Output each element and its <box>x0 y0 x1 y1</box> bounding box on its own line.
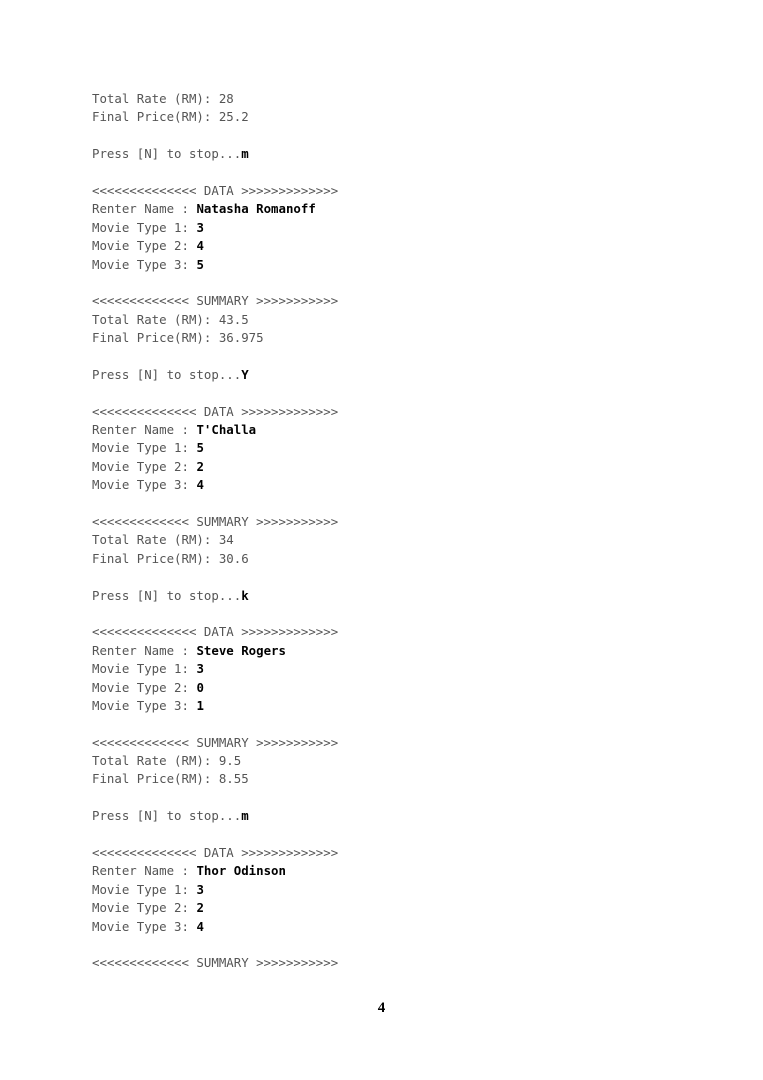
data-header: <<<<<<<<<<<<<< DATA >>>>>>>>>>>>> <box>92 182 339 198</box>
total-rate-label: Total Rate (RM): <box>92 311 219 327</box>
stop-prompt-label: Press [N] to stop... <box>92 146 242 162</box>
total-rate-line <box>92 531 338 549</box>
movie-type-3-label: Movie Type 3: <box>92 256 197 272</box>
final-price-value: 25.2 <box>218 109 249 125</box>
stop-prompt-line <box>92 366 338 384</box>
summary-header: <<<<<<<<<<<<< SUMMARY >>>>>>>>>>> <box>92 955 339 971</box>
renter-name-label: Renter Name : <box>92 642 197 658</box>
final-price-label: Final Price(RM): <box>92 550 219 566</box>
movie-type-1-value: 3 <box>196 881 204 897</box>
stop-prompt-line <box>92 807 338 825</box>
final-price-line <box>92 770 338 788</box>
renter-name-line <box>92 642 338 660</box>
total-rate-value: 43.5 <box>218 311 249 327</box>
movie-type-2-value: 4 <box>196 238 204 254</box>
final-price-label: Final Price(RM): <box>92 330 219 346</box>
movie-type-2-line <box>92 237 338 255</box>
movie-type-3-line <box>92 476 338 494</box>
renter-name-value: Natasha Romanoff <box>196 201 316 217</box>
renter-name-value: Thor Odinson <box>196 863 286 879</box>
stop-prompt-input: k <box>241 587 249 603</box>
blank-line <box>92 568 338 586</box>
movie-type-3-value: 4 <box>196 477 204 493</box>
final-price-label: Final Price(RM): <box>92 771 219 787</box>
renter-name-value: T'Challa <box>196 422 257 438</box>
movie-type-2-value: 2 <box>196 900 204 916</box>
blank-line <box>92 164 338 182</box>
total-rate-value: 34 <box>218 532 234 548</box>
movie-type-2-value: 0 <box>196 679 204 695</box>
stop-prompt-line <box>92 587 338 605</box>
total-rate-value: 28 <box>218 91 234 106</box>
blank-line <box>92 826 338 844</box>
movie-type-1-line <box>92 881 338 899</box>
total-rate-line <box>92 752 338 770</box>
stop-prompt-line <box>92 145 338 163</box>
blank-line <box>92 715 338 733</box>
movie-type-2-label: Movie Type 2: <box>92 900 197 916</box>
movie-type-2-line <box>92 458 338 476</box>
renter-name-line <box>92 200 338 218</box>
movie-type-3-label: Movie Type 3: <box>92 697 197 713</box>
stop-prompt-label: Press [N] to stop... <box>92 808 242 824</box>
renter-name-value: Steve Rogers <box>196 642 286 658</box>
stop-prompt-input: m <box>241 808 249 824</box>
final-price-value: 36.975 <box>218 330 264 346</box>
total-rate-label: Total Rate (RM): <box>92 91 219 106</box>
renter-name-label: Renter Name : <box>92 201 197 217</box>
blank-line <box>92 789 338 807</box>
blank-line <box>92 936 338 954</box>
movie-type-3-line <box>92 697 338 715</box>
movie-type-1-label: Movie Type 1: <box>92 881 197 897</box>
total-rate-line <box>92 90 338 108</box>
stop-prompt-label: Press [N] to stop... <box>92 587 242 603</box>
total-rate-value: 9.5 <box>218 753 242 769</box>
total-rate-label: Total Rate (RM): <box>92 532 219 548</box>
final-price-line <box>92 550 338 568</box>
movie-type-1-label: Movie Type 1: <box>92 219 197 235</box>
blank-line <box>92 347 338 365</box>
renter-name-line <box>92 862 338 880</box>
renter-name-line <box>92 421 338 439</box>
data-header: <<<<<<<<<<<<<< DATA >>>>>>>>>>>>> <box>92 403 339 419</box>
stop-prompt-input: Y <box>241 366 249 382</box>
movie-type-1-value: 3 <box>196 219 204 235</box>
console-output <box>92 90 338 973</box>
movie-type-1-line <box>92 439 338 457</box>
movie-type-2-line <box>92 679 338 697</box>
final-price-label: Final Price(RM): <box>92 109 219 125</box>
movie-type-3-value: 5 <box>196 256 204 272</box>
movie-type-2-label: Movie Type 2: <box>92 238 197 254</box>
movie-type-3-value: 4 <box>196 918 204 934</box>
blank-line <box>92 605 338 623</box>
movie-type-2-value: 2 <box>196 458 204 474</box>
movie-type-2-label: Movie Type 2: <box>92 679 197 695</box>
renter-name-label: Renter Name : <box>92 422 197 438</box>
summary-header: <<<<<<<<<<<<< SUMMARY >>>>>>>>>>> <box>92 513 339 529</box>
renter-name-label: Renter Name : <box>92 863 197 879</box>
movie-type-3-line <box>92 256 338 274</box>
movie-type-1-line <box>92 219 338 237</box>
blank-line <box>92 384 338 402</box>
summary-header: <<<<<<<<<<<<< SUMMARY >>>>>>>>>>> <box>92 293 339 309</box>
movie-type-2-line <box>92 899 338 917</box>
movie-type-1-line <box>92 660 338 678</box>
movie-type-2-label: Movie Type 2: <box>92 458 197 474</box>
data-header: <<<<<<<<<<<<<< DATA >>>>>>>>>>>>> <box>92 624 339 640</box>
movie-type-3-value: 1 <box>196 697 204 713</box>
blank-line <box>92 274 338 292</box>
movie-type-3-label: Movie Type 3: <box>92 477 197 493</box>
final-price-value: 30.6 <box>218 550 249 566</box>
movie-type-1-value: 3 <box>196 661 204 677</box>
blank-line <box>92 127 338 145</box>
data-header: <<<<<<<<<<<<<< DATA >>>>>>>>>>>>> <box>92 845 339 861</box>
summary-header: <<<<<<<<<<<<< SUMMARY >>>>>>>>>>> <box>92 734 339 750</box>
total-rate-line <box>92 311 338 329</box>
stop-prompt-label: Press [N] to stop... <box>92 366 242 382</box>
movie-type-1-value: 5 <box>196 440 204 456</box>
final-price-line <box>92 108 338 126</box>
stop-prompt-input: m <box>241 146 249 162</box>
movie-type-1-label: Movie Type 1: <box>92 661 197 677</box>
movie-type-1-label: Movie Type 1: <box>92 440 197 456</box>
movie-type-3-line <box>92 918 338 936</box>
final-price-line <box>92 329 338 347</box>
page-number: 4 <box>377 1000 386 1016</box>
movie-type-3-label: Movie Type 3: <box>92 918 197 934</box>
final-price-value: 8.55 <box>218 771 249 787</box>
total-rate-label: Total Rate (RM): <box>92 753 219 769</box>
blank-line <box>92 495 338 513</box>
